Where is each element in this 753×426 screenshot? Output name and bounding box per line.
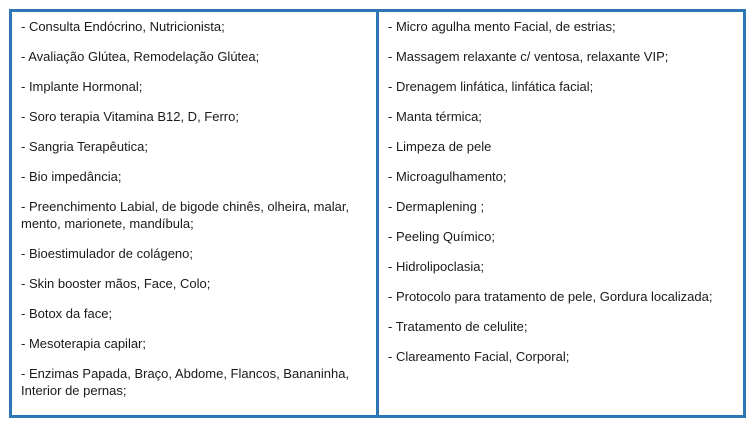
list-item: - Micro agulha mento Facial, de estrias; [388, 19, 616, 34]
services-table [9, 9, 746, 418]
list-item: - Sangria Terapêutica; [21, 139, 148, 154]
list-item: - Tratamento de celulite; [388, 319, 528, 334]
list-item: - Bio impedância; [21, 169, 122, 184]
list-item: - Drenagem linfática, linfática facial; [388, 79, 594, 94]
list-item: - Microagulhamento; [388, 169, 507, 184]
list-item: - Botox da face; [21, 306, 113, 321]
list-item: - Mesoterapia capilar; [21, 336, 146, 351]
list-item: - Clareamento Facial, Corporal; [388, 349, 570, 364]
list-item: - Massagem relaxante c/ ventosa, relaxante VIP; [388, 49, 669, 64]
list-item: - Soro terapia Vitamina B12, D, Ferro; [21, 109, 239, 124]
list-item: - Consulta Endócrino, Nutricionista; [21, 19, 225, 34]
list-item: - Hidrolipoclasia; [388, 259, 485, 274]
list-item: - Avaliação Glútea, Remodelação Glútea; [21, 49, 260, 64]
list-item: - Peeling Químico; [388, 229, 495, 244]
right-column [379, 12, 743, 415]
list-item: - Bioestimulador de colágeno; [21, 246, 193, 261]
list-item: - Manta térmica; [388, 109, 482, 124]
list-item: - Protocolo para tratamento de pele, Gordura localizada; [388, 289, 713, 304]
list-item: - Limpeza de pele [388, 139, 492, 154]
left-column [12, 12, 379, 415]
list-item: - Implante Hormonal; [21, 79, 143, 94]
list-item: - Preenchimento Labial, de bigode chinês, olheira, malar, mento, marionete, mandíbula; [21, 199, 350, 231]
list-item: - Enzimas Papada, Braço, Abdome, Flancos, Bananinha, Interior de pernas; [21, 366, 350, 398]
list-item: - Skin booster mãos, Face, Colo; [21, 276, 211, 291]
list-item: - Dermaplening ; [388, 199, 485, 214]
